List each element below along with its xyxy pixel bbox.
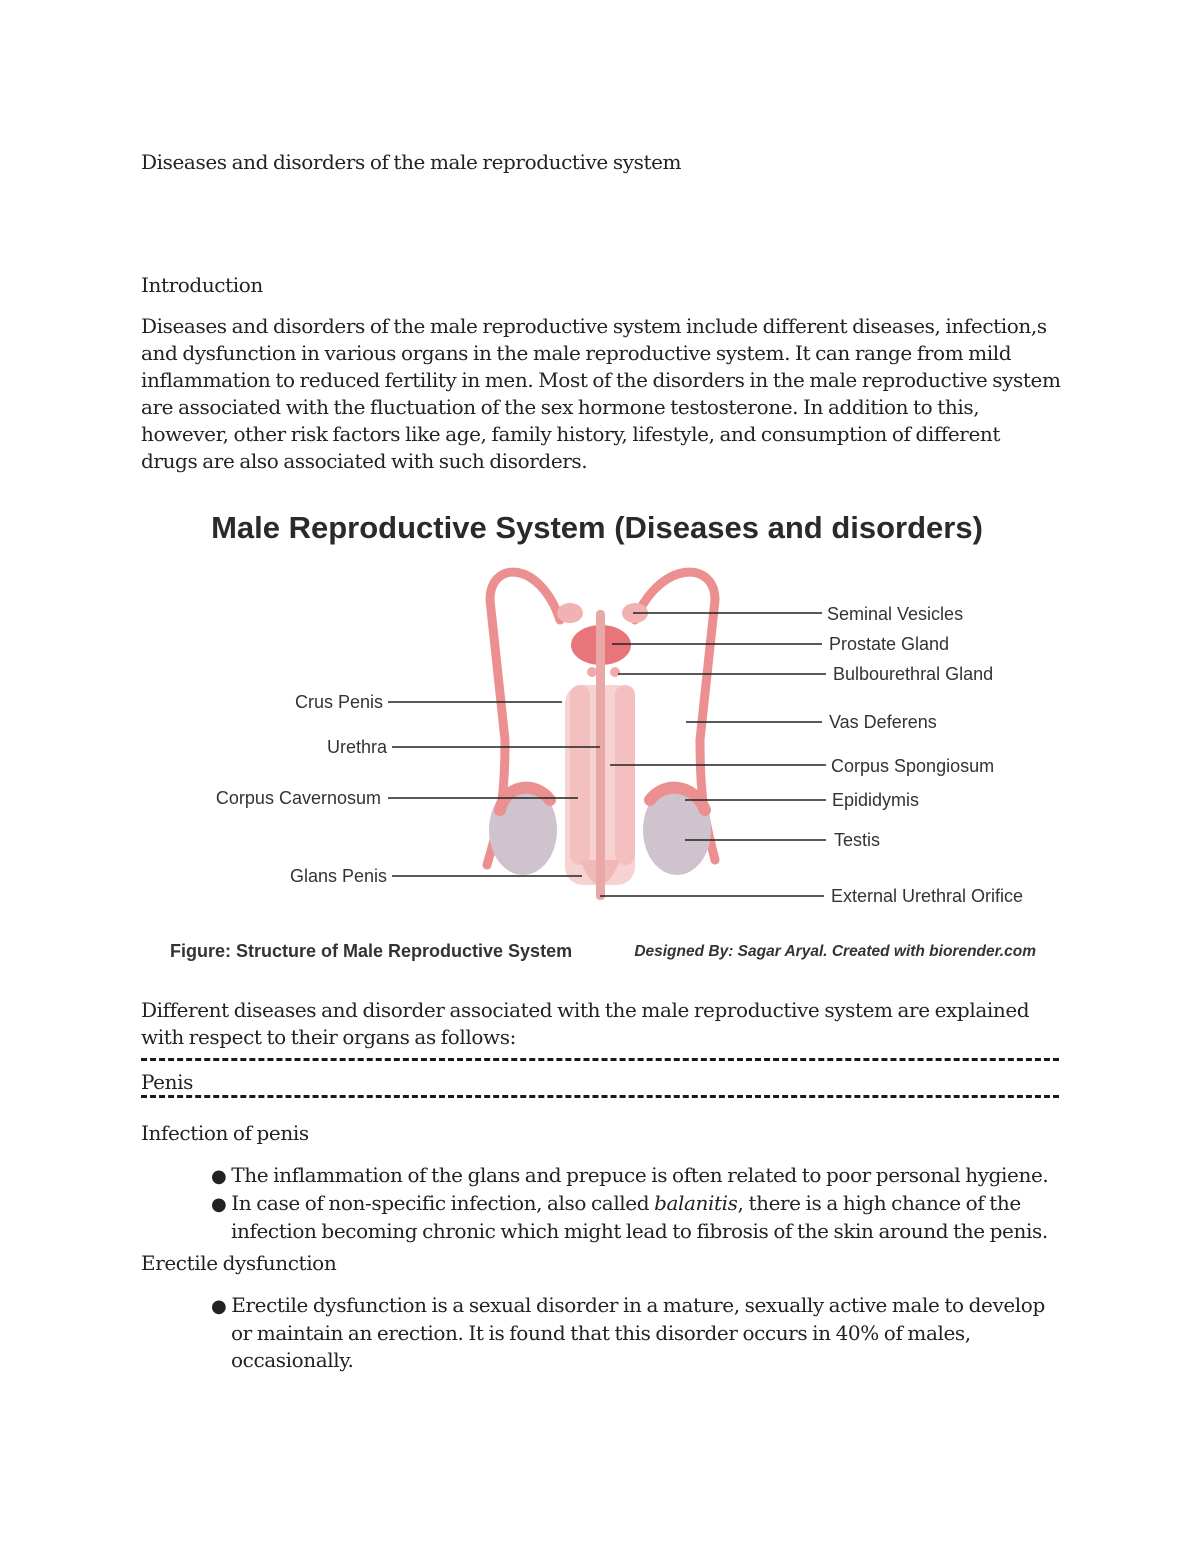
bullet-icon: ● [211, 1296, 227, 1317]
list-item [196, 1190, 1056, 1245]
seminal-vesicle-left [557, 603, 583, 623]
label-corpus-cavernosum: Corpus Cavernosum [215, 788, 381, 808]
label-crus-penis: Crus Penis [294, 692, 383, 712]
label-testis: Testis [834, 830, 881, 850]
bulbourethral-left [587, 667, 597, 677]
figure-caption: Figure: Structure of Male Reproductive System [170, 941, 573, 961]
corpus-left [570, 685, 590, 865]
organs-intro-paragraph: Different diseases and disorder associated with the male reproductive system are explained with respect to their organs as follows: [141, 998, 1030, 1049]
label-epididymis: Epididymis [832, 790, 920, 810]
intro-paragraph: Diseases and disorders of the male reproductive system include different diseases, infection,s and dysfunction in various organs in the male reproductive system. It can range from mild inflammation to reduced fertility in men. Most of the disorders in the male reproductive system are associated with the fluctuation of the sex hormone testosterone. In addition to this, however, other risk factors like age, family history, lifestyle, and consumption of different drugs are also associated with such disorders. [141, 314, 1061, 473]
bullet-emphasis: balanitis [654, 1191, 738, 1215]
figure-credit: Designed By: Sagar Aryal. Created with biorender.com [634, 943, 1036, 960]
infection-bullet-list [196, 1162, 1056, 1245]
urethra-shape [596, 610, 605, 900]
label-bulbourethral-gland: Bulbourethral Gland [833, 664, 994, 684]
label-urethra: Urethra [326, 737, 387, 757]
bullet-text: In case of non-specific infection, also called [231, 1191, 655, 1215]
figure-title: Male Reproductive System (Diseases and disorders) [211, 510, 983, 545]
section-heading-penis: Penis [141, 1070, 193, 1094]
label-glans-penis: Glans Penis [289, 866, 387, 886]
ed-bullet-list [196, 1292, 1056, 1374]
bullet-text: The inflammation of the glans and prepuce is often related to poor personal hygiene. [231, 1163, 1049, 1187]
bullet-icon: ● [211, 1166, 227, 1187]
label-vas-deferens: Vas Deferens [829, 712, 937, 732]
label-prostate-gland: Prostate Gland [829, 634, 950, 654]
erectile-dysfunction-heading: Erectile dysfunction [141, 1251, 337, 1275]
label-corpus-spongiosum: Corpus Spongiosum [831, 756, 995, 776]
bullet-icon: ● [211, 1194, 227, 1215]
label-seminal-vesicles: Seminal Vesicles [827, 604, 964, 624]
bullet-text: Erectile dysfunction is a sexual disorder in a mature, sexually active male to develop or maintain an erection. It is found that this disorder occurs in 40% of males, occasionally. [231, 1293, 1045, 1372]
corpus-right [615, 685, 635, 865]
divider-top [141, 1058, 1059, 1061]
reproductive-system-figure [160, 500, 1060, 970]
bulbourethral-right [610, 667, 620, 677]
divider-bottom [141, 1095, 1059, 1098]
intro-heading: Introduction [141, 273, 263, 297]
infection-heading: Infection of penis [141, 1121, 309, 1145]
label-external-urethral-orifice: External Urethral Orifice [831, 886, 1024, 906]
list-item [196, 1162, 1056, 1190]
document-title: Diseases and disorders of the male reproductive system [141, 150, 682, 174]
list-item [196, 1292, 1056, 1374]
bullet-text: , there is a high chance of the infection becoming chronic which might lead to fibrosis of the skin around the penis. [231, 1191, 1048, 1243]
